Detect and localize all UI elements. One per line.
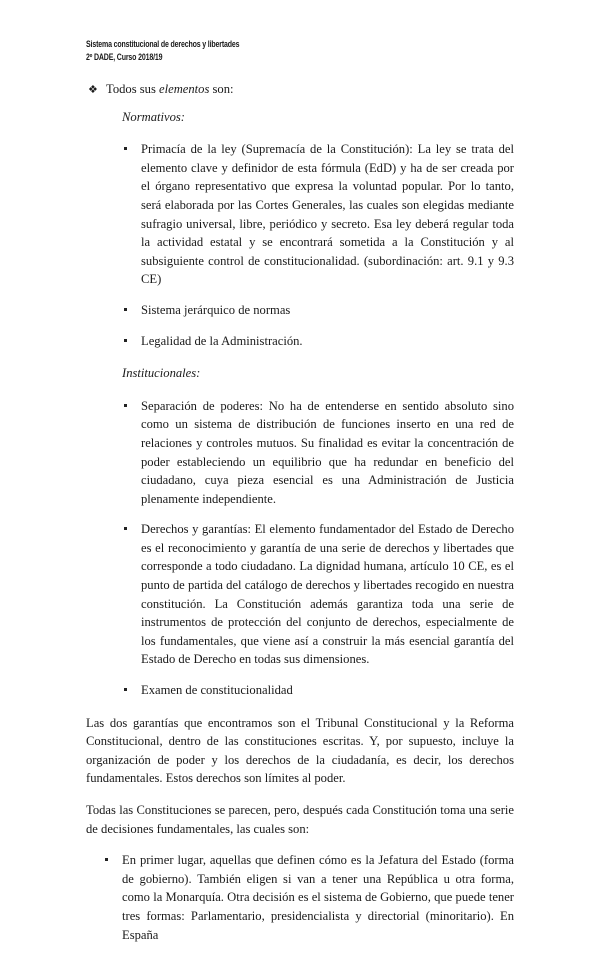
list-item: Sistema jerárquico de normas xyxy=(122,301,514,320)
paragraph-garantias: Las dos garantías que encontramos son el Tribunal Constitucional y la Reforma Constitucional, dentro de las constituciones escritas. Y, por supuesto, incluye la organización de poder y los derechos de la ciudadanía, es decir, los derechos fundamentales. Estos derechos son límites al poder. xyxy=(86,715,514,786)
institucionales-list xyxy=(122,397,514,700)
document-body xyxy=(86,80,514,958)
normativos-list xyxy=(122,140,514,350)
list-item: Derechos y garantías: El elemento fundamentador del Estado de Derecho es el reconocimiento y garantía de una serie de derechos y libertades que corresponde a todo ciudadano. La dignidad humana, artículo 10 CE, es el punto de partida del catálogo de derechos y libertades recogido en nuestra constitución. La Constitución además garantiza toda una serie de instrumentos de protección del conjunto de derechos, especialmente de los fundamentales, que viene así a construir la más esencial garantía del Estado de Derecho en todas sus dimensiones. xyxy=(122,520,514,669)
header-course-title: Sistema constitucional de derechos y libertades xyxy=(86,39,240,49)
decisiones-list xyxy=(103,851,514,944)
intro-text: Todos sus elementos son: xyxy=(106,82,234,96)
list-item: Legalidad de la Administración. xyxy=(122,332,514,351)
page-header xyxy=(86,38,239,64)
intro-emphasis: elementos xyxy=(159,82,210,96)
diamond-bullet-icon: ❖ xyxy=(88,84,98,96)
list-item: Separación de poderes: No ha de entenderse en sentido absoluto sino como un sistema de distribución de funciones inserto en una red de relaciones y controles mutuos. Su finalidad es evitar la concentración de poder estableciendo un equilibrio que ha redundar en beneficio del ciudadano, cuya pieza esencial es una Administración de Justicia plenamente independiente. xyxy=(122,397,514,509)
institucionales-heading: Institucionales: xyxy=(122,366,201,381)
normativos-heading: Normativos: xyxy=(122,109,185,124)
list-item: Primacía de la ley (Supremacía de la Constitución): La ley se trata del elemento clave y definidor de esta fórmula (EdD) y ha de ser creada por el órgano representativo que expresa la voluntad popular. Por lo tanto, será elaborada por las Cortes Generales, las cuales son elegidas mediante sufragio universal, libre, periódico y secreto. Esa ley deberá regular toda la actividad estatal y se encontrará sometida a la Constitución y al subsiguiente control de constitucionalidad. (subordinación: art. 9.1 y 9.3 CE) xyxy=(122,140,514,289)
list-item: En primer lugar, aquellas que definen cómo es la Jefatura del Estado (forma de gobierno). También eligen si van a tener una República u otra forma, como la Monarquía. Otra decisión es el sistema de Gobierno, que puede tener tres formas: Parlamentario, presidencialista y directorial (minoritario). En España xyxy=(103,851,514,944)
paragraph-decisiones: Todas las Constituciones se parecen, pero, después cada Constitución toma una serie de decisiones fundamentales, las cuales son: xyxy=(86,803,514,836)
list-item: Examen de constitucionalidad xyxy=(122,681,514,700)
intro-line xyxy=(86,80,514,100)
header-course-year: 2º DADE, Curso 2018/19 xyxy=(86,52,163,62)
